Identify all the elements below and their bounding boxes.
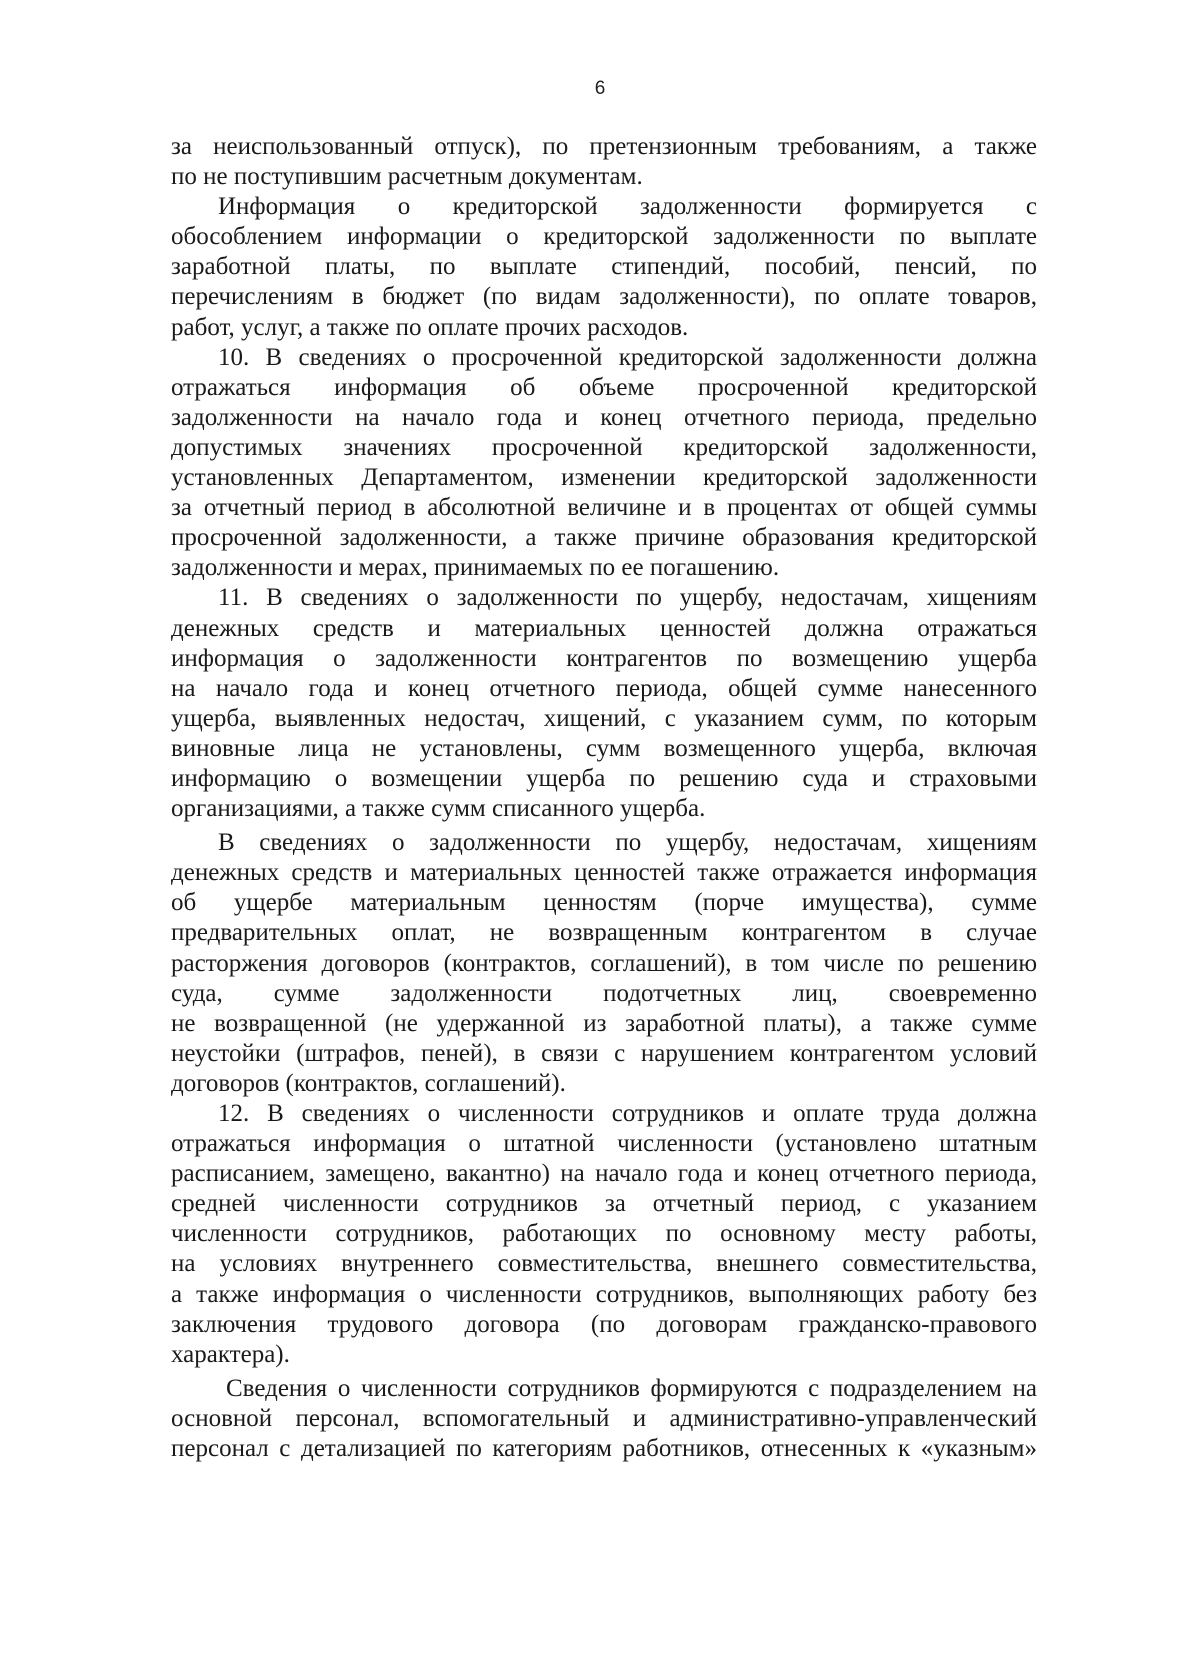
text-line: перечислениям в бюджет (по видам задолженности), по оплате товаров,: [171, 283, 1037, 311]
text-line: ущерба, выявленных недостач, хищений, с указанием сумм, по которым: [171, 704, 1037, 732]
text-line: персонал с детализацией по категориям работников, отнесенных к «указным»: [171, 1435, 1037, 1463]
text-line: заработной платы, по выплате стипендий, пособий, пенсий, по: [171, 253, 1037, 281]
text-line: установленных Департаментом, изменении кредиторской задолженности: [171, 464, 1037, 492]
text-line: Сведения о численности сотрудников формируются с подразделением на: [226, 1374, 1037, 1402]
paragraph: [171, 343, 1037, 584]
text-line: 11. В сведениях о задолженности по ущербу, недостачам, хищениям: [218, 584, 1037, 612]
text-line: В сведениях о задолженности по ущербу, недостачам, хищениям: [218, 829, 1037, 857]
text-line: за неиспользованный отпуск), по претензионным требованиям, а также: [171, 133, 1037, 160]
text-line: обособлением информации о кредиторской задолженности по выплате: [171, 223, 1037, 251]
text-line: за отчетный период в абсолютной величине и в процентах от общей суммы: [171, 494, 1037, 522]
text-line: а также информация о численности сотрудников, выполняющих работу без: [171, 1280, 1037, 1308]
document-body: [171, 132, 1037, 1464]
paragraph: [171, 132, 1037, 192]
text-line: денежных средств и материальных ценностей должна отражаться: [171, 614, 1037, 642]
paragraph: [171, 192, 1037, 342]
text-line: по не поступившим расчетным документам.: [171, 163, 643, 191]
text-line: просроченной задолженности, а также причине образования кредиторской: [171, 524, 1037, 552]
text-line: отражаться информация об объеме просроченной кредиторской: [171, 373, 1037, 401]
text-line: информация о задолженности контрагентов по возмещению ущерба: [171, 644, 1037, 672]
text-line: суда, сумме задолженности подотчетных лиц, своевременно: [171, 979, 1037, 1007]
text-line: информацию о возмещении ущерба по решению суда и страховыми: [171, 764, 1037, 792]
text-line: отражаться информация о штатной численности (установлено штатным: [171, 1130, 1037, 1158]
text-line: расторжения договоров (контрактов, соглашений), в том числе по решению: [171, 949, 1037, 977]
paragraph: [171, 1099, 1037, 1370]
text-line: предварительных оплат, не возвращенным контрагентом в случае: [171, 919, 1037, 947]
text-line: виновные лица не установлены, сумм возмещенного ущерба, включая: [171, 734, 1037, 762]
text-line: денежных средств и материальных ценностей также отражается информация: [171, 859, 1037, 887]
text-line: допустимых значениях просроченной кредиторской задолженности,: [171, 433, 1037, 461]
paragraph: [171, 583, 1037, 824]
text-line: на условиях внутреннего совместительства, внешнего совместительства,: [171, 1250, 1037, 1278]
text-line: 12. В сведениях о численности сотрудников и оплате труда должна: [218, 1100, 1037, 1127]
text-line: договоров (контрактов, соглашений).: [171, 1069, 566, 1097]
text-line: численности сотрудников, работающих по основному месту работы,: [171, 1220, 1037, 1248]
text-line: Информация о кредиторской задолженности формируется с: [218, 193, 1037, 221]
text-line: задолженности на начало года и конец отчетного периода, предельно: [171, 403, 1037, 431]
page-number: 6: [594, 78, 606, 99]
text-line: задолженности и мерах, принимаемых по ее погашению.: [171, 554, 780, 582]
text-line: 10. В сведениях о просроченной кредиторской задолженности должна: [218, 343, 1037, 371]
text-line: расписанием, замещено, вакантно) на начало года и конец отчетного периода,: [171, 1160, 1037, 1188]
paragraph: [171, 828, 1037, 1099]
paragraph: [171, 1374, 1037, 1464]
text-line: работ, услуг, а также по оплате прочих расходов.: [171, 313, 689, 341]
text-line: основной персонал, вспомогательный и административно-управленческий: [171, 1404, 1037, 1432]
text-line: заключения трудового договора (по договорам гражданско-правового: [171, 1310, 1037, 1338]
text-line: характера).: [171, 1340, 290, 1368]
text-line: об ущербе материальным ценностям (порче имущества), сумме: [171, 889, 1037, 917]
text-line: на начало года и конец отчетного периода, общей сумме нанесенного: [171, 674, 1037, 702]
text-line: организациями, а также сумм списанного ущерба.: [171, 795, 706, 823]
text-line: средней численности сотрудников за отчетный период, с указанием: [171, 1190, 1037, 1218]
text-line: не возвращенной (не удержанной из заработной платы), а также сумме: [171, 1009, 1037, 1037]
text-line: неустойки (штрафов, пеней), в связи с нарушением контрагентом условий: [171, 1039, 1037, 1067]
